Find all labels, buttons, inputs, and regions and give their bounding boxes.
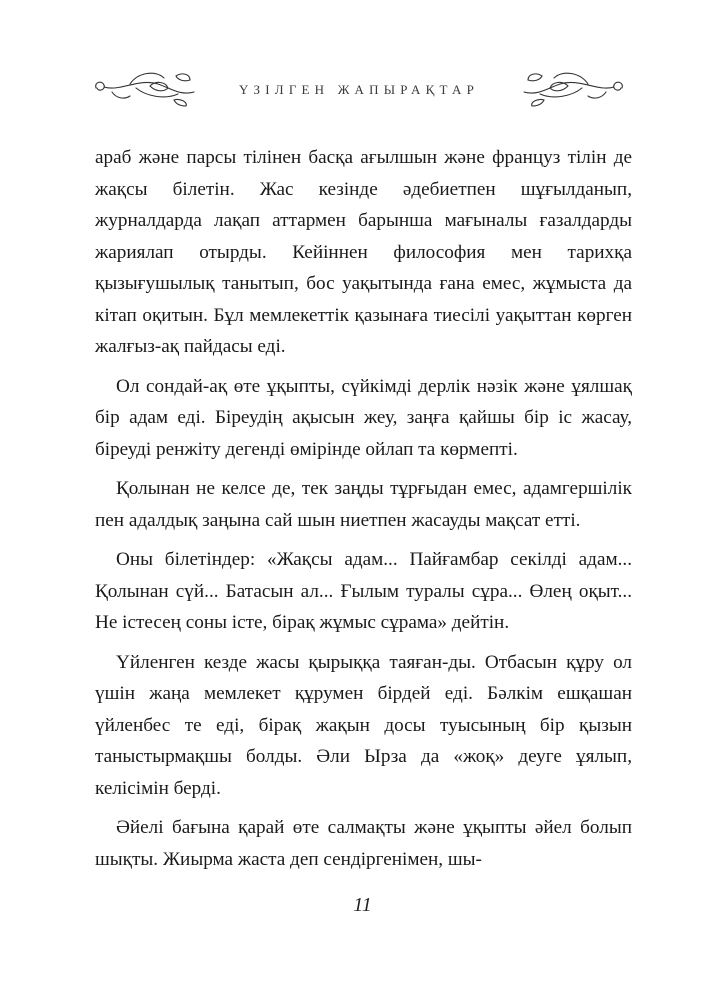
running-header-title: ҮЗІЛГЕН ЖАПЫРАҚТАР xyxy=(238,82,480,97)
paragraph-3: Қолынан не келсе де, тек заңды тұрғыдан емес, адамгершілік пен адалдық заңына сай шын ниетпен жасауды мақсат етті. xyxy=(95,478,632,531)
paragraph-6: Әйелі бағына қарай өте салмақты және ұқыпты әйел болып шықты. Жиырма жаста деп сендіргенімен, шы- xyxy=(95,817,632,870)
floral-ornament-right-icon xyxy=(518,70,628,110)
running-header xyxy=(0,70,725,110)
paragraph-2: Ол сондай-ақ өте ұқыпты, сүйкімді дерлік нәзік және ұялшақ бір адам еді. Біреудің ақысын жеу, заңға қайшы бір іс жасау, біреуді ренжіту дегенді өмірінде ойлап та көрмепті. xyxy=(95,375,632,460)
paragraph-4: Оны білетіндер: «Жақсы адам... Пайғамбар секілді адам... Қолынан сүй... Батасын ал... Ғылым туралы сұра... Өлең оқыт... Не істесең соны істе, бірақ жұмыс сұрама» дейтін. xyxy=(95,549,632,633)
floral-ornament-left-icon xyxy=(90,70,200,110)
body-text xyxy=(95,142,632,883)
paragraph-5: Үйленген кезде жасы қырыққа таяған-ды. Отбасын құру ол үшін жаңа мемлекет құрумен бірдей еді. Бәлкім ешқашан үйленбес те еді, бірақ жақын досы туысының бір қызын таныстырмақшы болды. Әли Ырза да «жоқ» деуге ұялып, келісімін берді. xyxy=(95,651,632,799)
paragraph-1: араб және парсы тілінен басқа ағылшын және француз тілін де жақсы білетін. Жас кезінде әдебиетпен шұғылданып, журналдарда лақап аттармен барынша мағыналы ғазалдарды жариялап отырды. Кейіннен философия мен тарихқа қызығушылық танытып, бос уақытында ғана емес, жұмыста да кітап оқитын. Бұл мемлекеттік қазынаға тиесілі уақыттан көрген жалғыз-ақ пайдасы еді. xyxy=(95,147,632,357)
page-number: 11 xyxy=(353,894,372,916)
